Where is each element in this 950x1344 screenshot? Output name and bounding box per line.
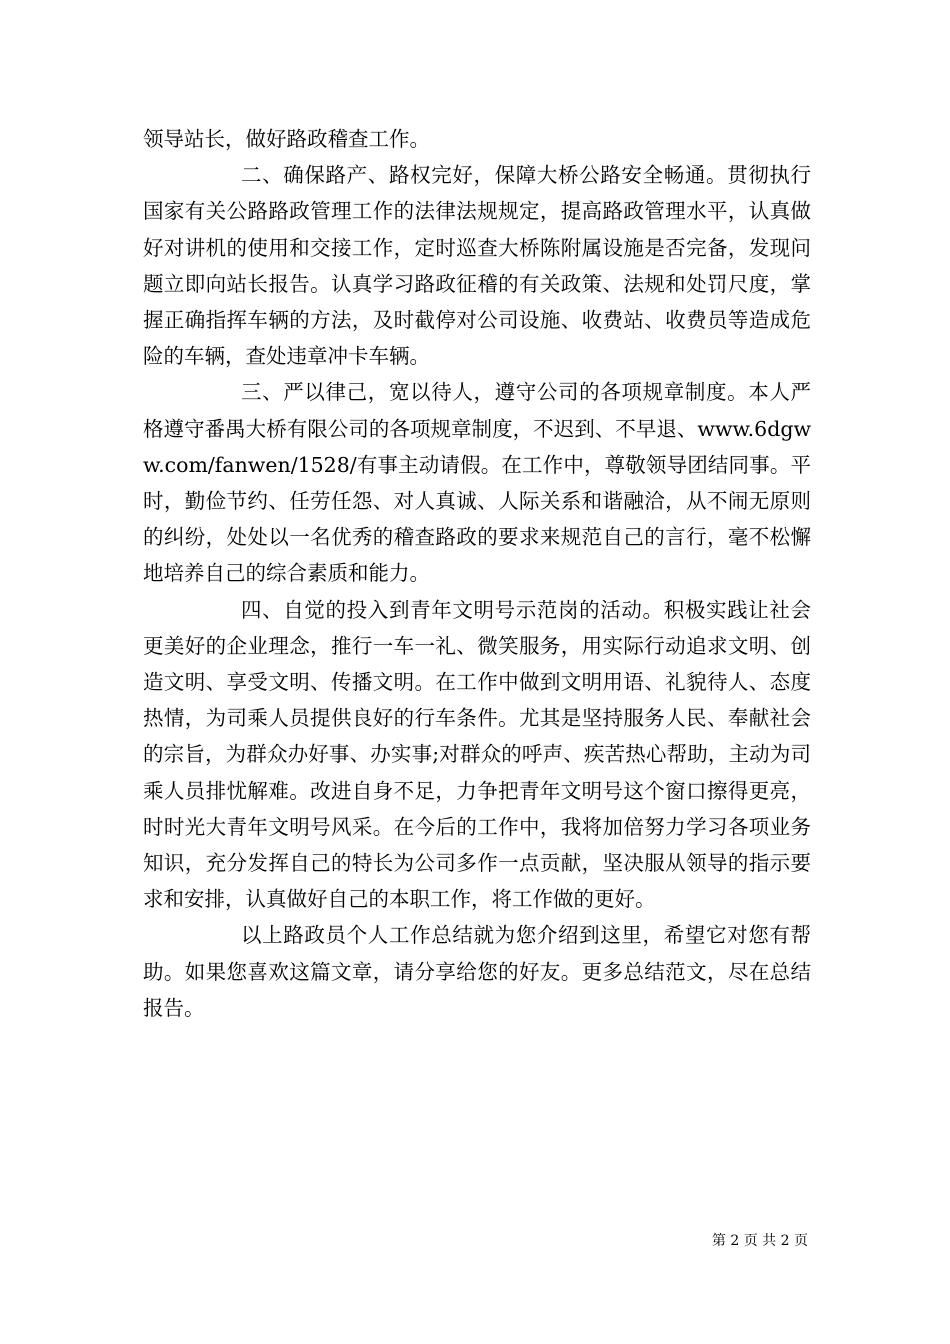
document-body xyxy=(143,121,811,1026)
paragraph-closing: 以上路政员个人工作总结就为您介绍到这里，希望它对您有帮助。如果您喜欢这篇文章，请分享给您的好友。更多总结范文，尽在总结报告。 xyxy=(143,923,811,1020)
paragraph-section-three: 三、严以律己，宽以待人，遵守公司的各项规章制度。本人严格遵守番禺大桥有限公司的各项规章制度，不迟到、不早退、www.6dgww.com/fanwen/1528/有事主动请假。在工作中，尊敬领导团结同事。平时，勤俭节约、任劳任怨、对人真诚、人际关系和谐融洽，从不闹无原则的纠纷，处处以一名优秀的稽查路政的要求来规范自己的言行，毫不松懈地培养自己的综合素质和能力。 xyxy=(143,380,811,586)
paragraph-section-four: 四、自觉的投入到青年文明号示范岗的活动。积极实践让社会更美好的企业理念，推行一车一礼、微笑服务，用实际行动追求文明、创造文明、享受文明、传播文明。在工作中做到文明用语、礼貌待人、态度热情，为司乘人员提供良好的行车条件。尤其是坚持服务人民、奉献社会的宗旨，为群众办好事、办实事;对群众的呼声、疾苦热心帮助，主动为司乘人员排忧解难。改进自身不足，力争把青年文明号这个窗口擦得更亮，时时光大青年文明号风采。在今后的工作中，我将加倍努力学习各项业务知识，充分发挥自己的特长为公司多作一点贡献，坚决服从领导的指示要求和安排，认真做好自己的本职工作，将工作做的更好。 xyxy=(143,597,811,912)
page-number-footer: 第 2 页 共 2 页 xyxy=(711,1233,808,1249)
paragraph-section-two: 二、确保路产、路权完好，保障大桥公路安全畅通。贯彻执行国家有关公路路政管理工作的法律法规规定，提高路政管理水平，认真做好对讲机的使用和交接工作，定时巡查大桥陈附属设施是否完备，发现问题立即向站长报告。认真学习路政征稽的有关政策、法规和处罚尺度，掌握正确指挥车辆的方法，及时截停对公司设施、收费站、收费员等造成危险的车辆，查处违章冲卡车辆。 xyxy=(143,163,811,369)
paragraph-continuation: 领导站长，做好路政稽查工作。 xyxy=(143,127,430,151)
